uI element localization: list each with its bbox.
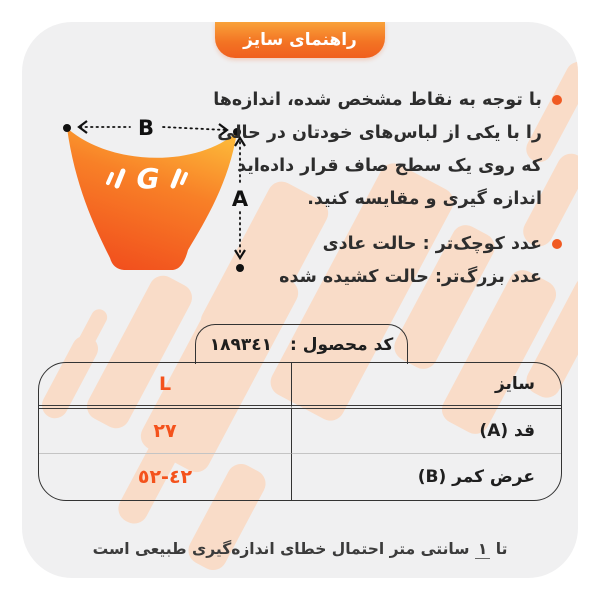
waist-value: [39, 454, 291, 500]
waist-value-text: ٤٢-٥٢: [137, 466, 193, 489]
instruction-measure-text: [213, 84, 542, 216]
instruction-numbers: [279, 228, 562, 294]
measure-dot-bottom: [236, 264, 244, 272]
instruction-line: که روی یک سطح صاف قرار داده‌اید: [237, 156, 542, 176]
tolerance-digit: ١: [475, 540, 490, 559]
height-value: [39, 409, 291, 455]
height-row-label-text: قد (A): [479, 420, 535, 441]
size-value: [39, 363, 291, 409]
height-value-text: ٢٧: [153, 419, 177, 442]
guide-card: [22, 22, 578, 578]
size-label-text: سایز: [494, 373, 535, 394]
logo-letter: G: [136, 162, 160, 195]
card-content: [22, 22, 578, 578]
instruction-line: با توجه به نقاط مشخص شده، اندازه‌ها: [213, 90, 542, 110]
size-table: [38, 362, 562, 501]
instruction-line: عدد کوچک‌تر : حالت عادی: [322, 234, 542, 254]
measure-dot-left: [63, 124, 71, 132]
size-guide-title: راهنمای سایز: [243, 30, 357, 50]
height-row-label: [291, 409, 561, 455]
instruction-measure: [213, 84, 562, 216]
size-guide-badge: [215, 22, 385, 58]
size-value-text: L: [158, 372, 172, 395]
instruction-line: را با یکی از لباس‌های خودتان در حالی: [217, 123, 542, 143]
product-code-label: کد محصول :: [290, 334, 394, 355]
instruction-line: عدد بزرگ‌تر: حالت کشیده شده: [279, 267, 542, 287]
width-label: B: [137, 116, 155, 140]
waist-row-label: [291, 454, 561, 500]
instruction-numbers-text: [279, 228, 542, 294]
product-code-value: ١٨٩٣٤١: [209, 334, 272, 355]
product-code-tab: [195, 324, 408, 364]
tolerance-prefix: تا: [495, 540, 508, 558]
bullet-dot-icon: [552, 239, 562, 249]
instruction-line: اندازه گیری و مقایسه کنید.: [307, 189, 542, 209]
tolerance-note: [22, 540, 578, 558]
garment-shape: [67, 128, 237, 270]
tolerance-rest: سانتی متر احتمال خطای اندازه‌گیری طبیعی است: [92, 540, 470, 558]
size-label: [291, 363, 561, 409]
bullet-dot-icon: [552, 95, 562, 105]
height-label: A: [231, 187, 249, 211]
waist-row-label-text: عرض کمر (B): [417, 467, 535, 488]
